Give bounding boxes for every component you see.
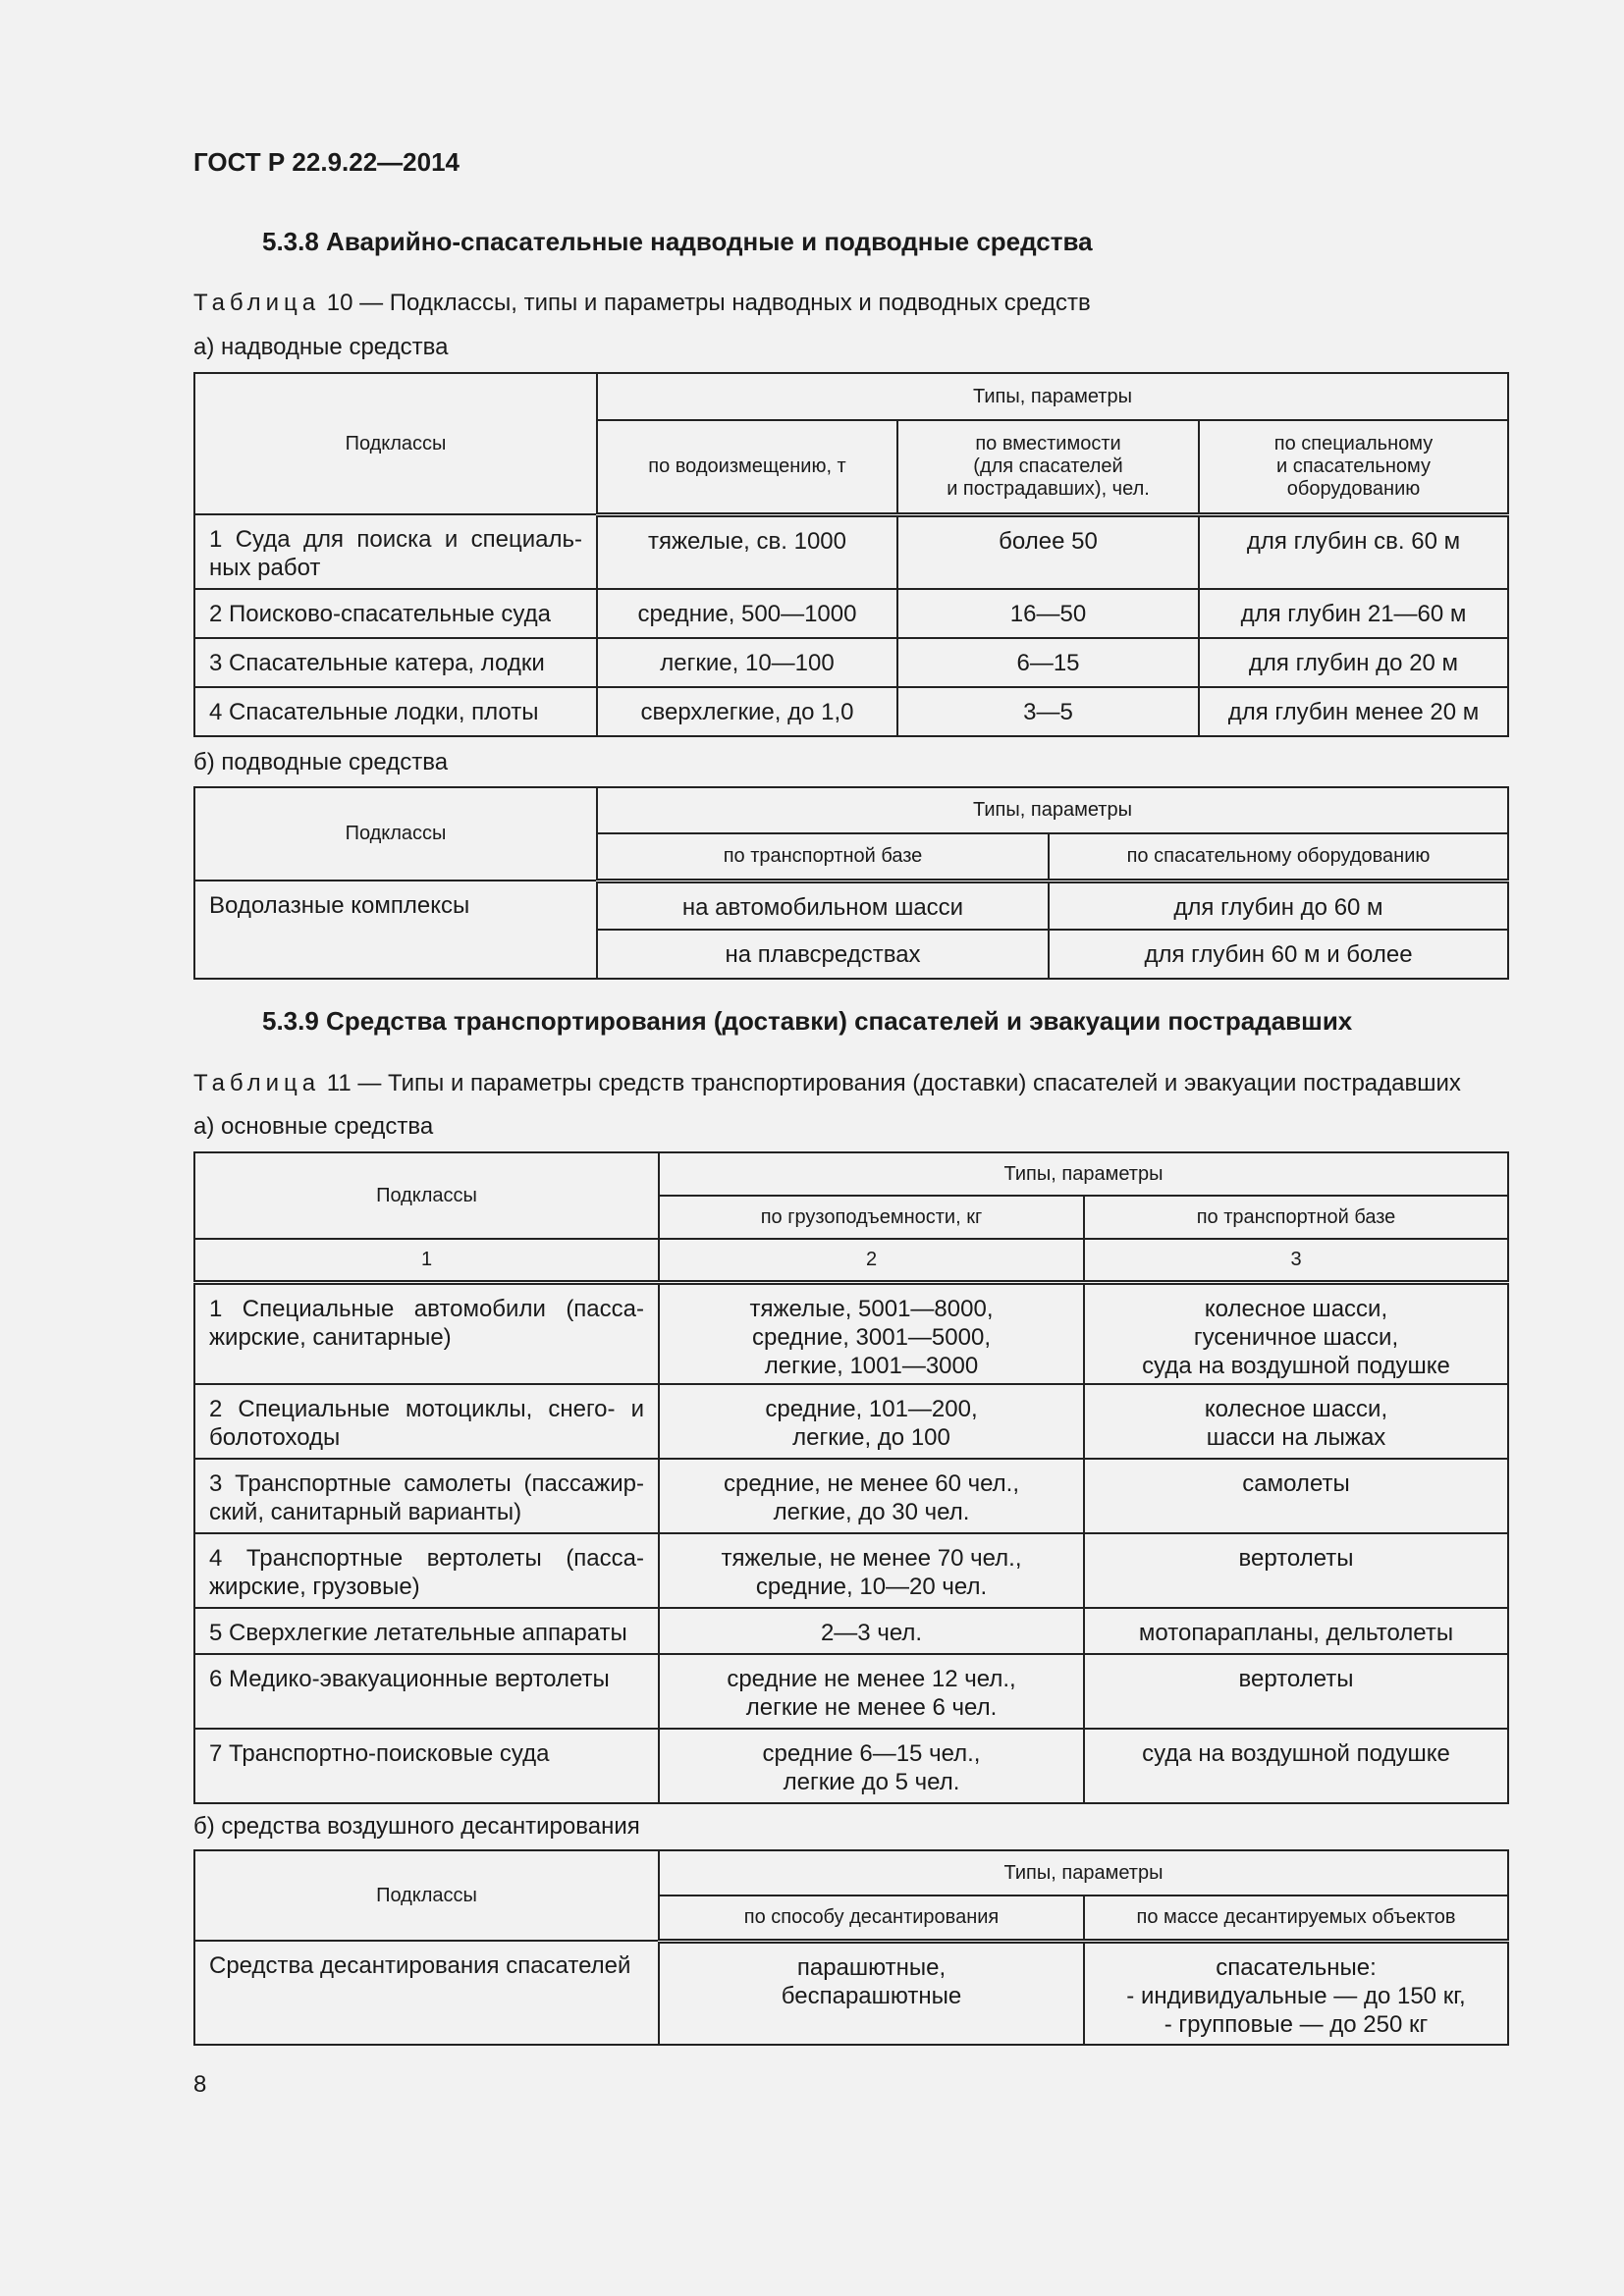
header-col-displacement: по водоизмещению, т — [597, 420, 897, 514]
cell: вертолеты — [1084, 1533, 1508, 1608]
cell: средние, не менее 60 чел., легкие, до 30 чел. — [659, 1459, 1084, 1533]
table-10-caption — [193, 290, 1091, 317]
caption-text: 11 — Типы и параметры средств транспортирования (доставки) спасателей и эвакуации пострадавших — [320, 1070, 1461, 1096]
caption-label: Таблица — [193, 1070, 321, 1096]
cell-subclass: 2 Поисково-спасательные суда — [194, 589, 597, 638]
cell: на плавсредствах — [597, 930, 1049, 979]
section-title-5-3-8: 5.3.8 Аварийно-спасательные надводные и подводные средства — [262, 227, 1093, 256]
header-types: Типы, параметры — [597, 373, 1508, 420]
page-number: 8 — [193, 2071, 207, 2098]
cell-subclass: 3 Спасательные катера, лодки — [194, 638, 597, 687]
cell: 3—5 — [897, 687, 1199, 736]
table-row — [194, 1729, 1508, 1803]
table-11-caption — [193, 1070, 1461, 1097]
cell: тяжелые, не менее 70 чел., средние, 10—20 чел. — [659, 1533, 1084, 1608]
cell: тяжелые, 5001—8000, средние, 3001—5000, легкие, 1001—3000 — [659, 1282, 1084, 1384]
cell: 2—3 чел. — [659, 1608, 1084, 1654]
header-subclasses: Подклассы — [194, 1152, 659, 1239]
cell: для глубин 21—60 м — [1199, 589, 1508, 638]
cell-subclass: Водолазные комплексы — [194, 881, 597, 979]
table-row — [194, 1384, 1508, 1459]
cell: колесное шасси, гусеничное шасси, суда на воздушной подушке — [1084, 1282, 1508, 1384]
column-number: 2 — [659, 1239, 1084, 1282]
table-row — [194, 589, 1508, 638]
cell: мотопарапланы, дельтолеты — [1084, 1608, 1508, 1654]
cell: для глубин св. 60 м — [1199, 514, 1508, 589]
cell-subclass: 7 Транспортно-поисковые суда — [194, 1729, 659, 1803]
caption-label: Таблица — [193, 290, 321, 316]
cell: парашютные, беспарашютные — [659, 1941, 1084, 2045]
cell-subclass: 1 Суда для поиска и специаль-ных работ — [194, 514, 597, 589]
header-col-object-mass: по массе десантируемых объектов — [1084, 1896, 1508, 1941]
header-col-capacity: по вместимости (для спасателей и пострадавших), чел. — [897, 420, 1199, 514]
header-col-transport-base: по транспортной базе — [1084, 1196, 1508, 1239]
cell: легкие, 10—100 — [597, 638, 897, 687]
cell-subclass: 4 Спасательные лодки, плоты — [194, 687, 597, 736]
table-row — [194, 1533, 1508, 1608]
section-title-5-3-9: 5.3.9 Средства транспортирования (доставки) спасателей и эвакуации пострадавших — [262, 1006, 1353, 1036]
table-10a — [193, 372, 1509, 737]
cell: спасательные: - индивидуальные — до 150 кг, - групповые — до 250 кг — [1084, 1941, 1508, 2045]
cell-subclass: 3 Транспортные самолеты (пассажир-ский, санитарный варианты) — [194, 1459, 659, 1533]
header-col-transport-base: по транспортной базе — [597, 833, 1049, 881]
table-10a-label: а) надводные средства — [193, 334, 449, 360]
table-row — [194, 687, 1508, 736]
cell: средние 6—15 чел., легкие до 5 чел. — [659, 1729, 1084, 1803]
cell: для глубин до 20 м — [1199, 638, 1508, 687]
cell: тяжелые, св. 1000 — [597, 514, 897, 589]
table-row — [194, 514, 1508, 589]
cell: средние, 101—200, легкие, до 100 — [659, 1384, 1084, 1459]
cell: колесное шасси, шасси на лыжах — [1084, 1384, 1508, 1459]
table-row — [194, 1941, 1508, 2045]
table-row — [194, 881, 1508, 930]
column-number: 3 — [1084, 1239, 1508, 1282]
table-11b — [193, 1849, 1509, 2046]
cell: суда на воздушной подушке — [1084, 1729, 1508, 1803]
cell: самолеты — [1084, 1459, 1508, 1533]
cell-subclass: 6 Медико-эвакуационные вертолеты — [194, 1654, 659, 1729]
cell: средние не менее 12 чел., легкие не менее 6 чел. — [659, 1654, 1084, 1729]
cell-subclass: 1 Специальные автомобили (пасса-жирские, санитарные) — [194, 1282, 659, 1384]
header-subclasses: Подклассы — [194, 373, 597, 514]
table-row — [194, 1282, 1508, 1384]
table-row — [194, 638, 1508, 687]
header-col-rescue-equipment: по спасательному оборудованию — [1049, 833, 1508, 881]
table-row — [194, 1608, 1508, 1654]
cell: более 50 — [897, 514, 1199, 589]
table-11a-label: а) основные средства — [193, 1113, 434, 1140]
cell: вертолеты — [1084, 1654, 1508, 1729]
cell: для глубин до 60 м — [1049, 881, 1508, 930]
header-col-equipment: по специальному и спасательному оборудованию — [1199, 420, 1508, 514]
cell-subclass: Средства десантирования спасателей — [194, 1941, 659, 2045]
header-types: Типы, параметры — [659, 1850, 1508, 1896]
cell-subclass: 2 Специальные мотоциклы, снего- и болотоходы — [194, 1384, 659, 1459]
table-10b — [193, 786, 1509, 980]
standard-id: ГОСТ Р 22.9.22—2014 — [193, 147, 460, 177]
cell: для глубин менее 20 м — [1199, 687, 1508, 736]
header-types: Типы, параметры — [659, 1152, 1508, 1196]
header-subclasses: Подклассы — [194, 1850, 659, 1941]
header-types: Типы, параметры — [597, 787, 1508, 833]
header-subclasses: Подклассы — [194, 787, 597, 881]
cell: 6—15 — [897, 638, 1199, 687]
table-row — [194, 1654, 1508, 1729]
header-col-landing-method: по способу десантирования — [659, 1896, 1084, 1941]
header-col-load-capacity: по грузоподъемности, кг — [659, 1196, 1084, 1239]
column-number: 1 — [194, 1239, 659, 1282]
cell-subclass: 4 Транспортные вертолеты (пасса-жирские, грузовые) — [194, 1533, 659, 1608]
cell: на автомобильном шасси — [597, 881, 1049, 930]
table-row — [194, 1459, 1508, 1533]
table-11b-label: б) средства воздушного десантирования — [193, 1813, 640, 1840]
cell-subclass: 5 Сверхлегкие летательные аппараты — [194, 1608, 659, 1654]
cell: сверхлегкие, до 1,0 — [597, 687, 897, 736]
table-10b-label: б) подводные средства — [193, 749, 449, 775]
caption-text: 10 — Подклассы, типы и параметры надводных и подводных средств — [320, 290, 1091, 316]
table-11a — [193, 1151, 1509, 1804]
cell: 16—50 — [897, 589, 1199, 638]
cell: средние, 500—1000 — [597, 589, 897, 638]
cell: для глубин 60 м и более — [1049, 930, 1508, 979]
